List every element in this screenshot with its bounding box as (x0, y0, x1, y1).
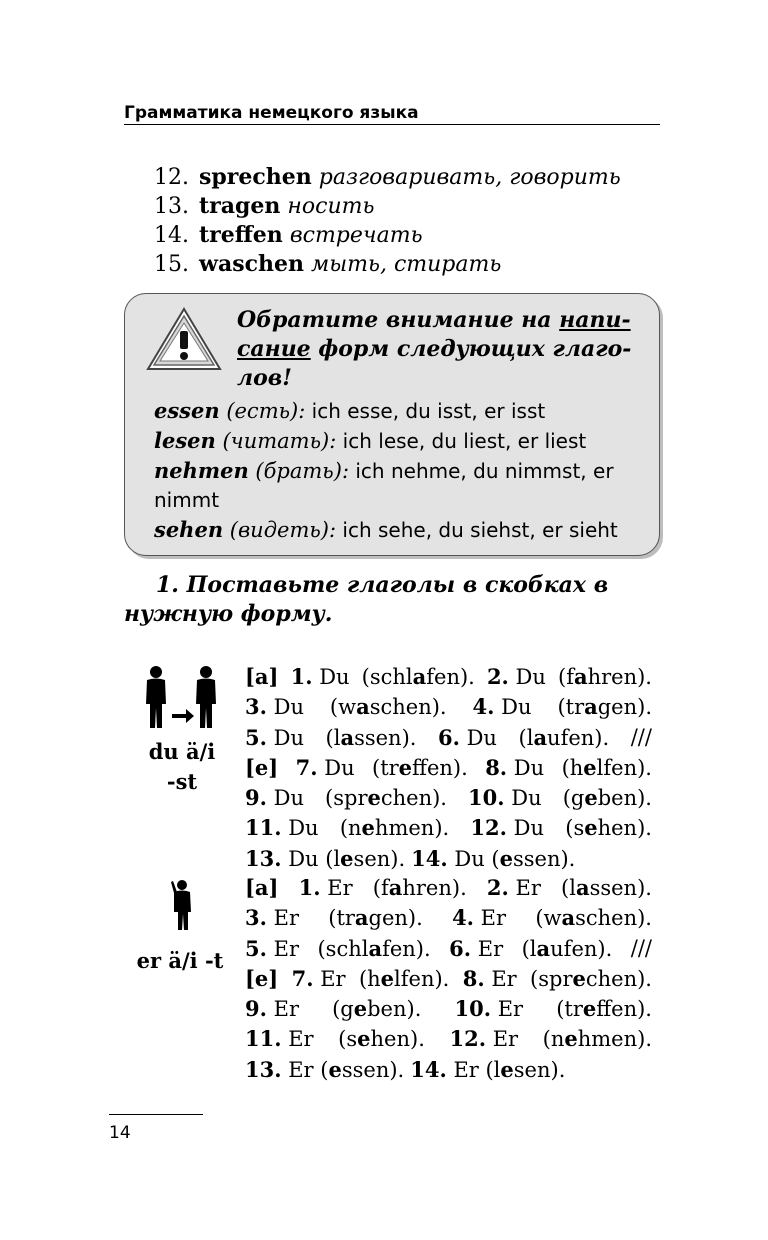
footer-rule (109, 1114, 203, 1115)
two-men-icon (138, 664, 222, 730)
vocab-item (154, 192, 621, 221)
exercise-line: [a] 1. Er (fahren). 2. Er (lassen). (245, 875, 652, 900)
verb-row: sehen (видеть): ich sehe, du siehst, er sieht (154, 517, 618, 542)
vocab-number: 14. (154, 223, 189, 248)
man-pointing-icon (170, 878, 196, 932)
vocab-item (154, 221, 621, 250)
vocab-translation: мыть, стирать (310, 252, 502, 277)
running-header: Грамматика немецкого языка (124, 103, 660, 125)
exercise-line: 11. Er (sehen). 12. Er (nehmen). (245, 1026, 652, 1052)
vocab-item (154, 250, 621, 279)
exercise-line: 9. Er (geben). 10. Er (treffen). (245, 996, 652, 1022)
verb-row: nehmen (брать): ich nehme, du nimmst, er nimmt (154, 458, 614, 512)
vocab-word: tragen (199, 193, 281, 219)
verb-row: essen (есть): ich esse, du isst, er isst (154, 398, 546, 423)
exercise-line: 5. Er (schlafen). 6. Er (laufen). /// (245, 935, 652, 961)
vocab-number: 12. (154, 165, 189, 190)
exercise-du-block (245, 662, 652, 874)
exercise-line: [e] 7. Er (helfen). 8. Er (sprechen). (245, 965, 652, 991)
vocab-translation: носить (287, 194, 375, 219)
er-ending-label: er ä/i -t (136, 948, 224, 973)
exercise-line: 9. Du (sprechen). 10. Du (geben). (245, 785, 652, 811)
vocab-number: 15. (154, 252, 189, 277)
attention-note-box (124, 293, 660, 556)
exercise-line: 11. Du (nehmen). 12. Du (sehen). (245, 815, 652, 841)
warning-icon (145, 306, 223, 372)
vocab-item (154, 163, 621, 192)
vocab-word: treffen (199, 222, 283, 248)
page-number: 14 (109, 1123, 131, 1143)
note-verb-forms (154, 396, 654, 545)
verb-row: lesen (читать): ich lese, du liest, er liest (154, 428, 587, 453)
vocab-word: sprechen (199, 164, 312, 190)
exercise-line: 3. Er (tragen). 4. Er (waschen). (245, 905, 652, 931)
exercise-line: [e] 7. Du (treffen). 8. Du (helfen). (245, 754, 652, 780)
vocab-word: waschen (199, 251, 304, 277)
exercise-line: 13. Er (essen). 14. Er (lesen). (245, 1056, 566, 1082)
exercise-line: 5. Du (lassen). 6. Du (laufen). /// (245, 724, 652, 750)
note-title: Обратите внимание на напи- сание форм следующих глаго- лов! (237, 307, 632, 391)
vocab-translation: встречать (289, 223, 423, 248)
vocabulary-list (154, 163, 621, 279)
vocab-translation: разговаривать, говорить (318, 165, 621, 190)
exercise-er-block (245, 873, 652, 1085)
du-ending-label: du ä/i -st (148, 739, 216, 794)
exercise-line: 13. Du (lesen). 14. Du (essen). (245, 845, 576, 871)
exercise-title: 1. Поставьте глаголы в скобках в нужную форму. (124, 572, 609, 627)
exercise-line: 3. Du (waschen). 4. Du (tragen). (245, 694, 652, 720)
exercise-line: [a] 1. Du (schlafen). 2. Du (fahren). (245, 664, 652, 689)
vocab-number: 13. (154, 194, 189, 219)
